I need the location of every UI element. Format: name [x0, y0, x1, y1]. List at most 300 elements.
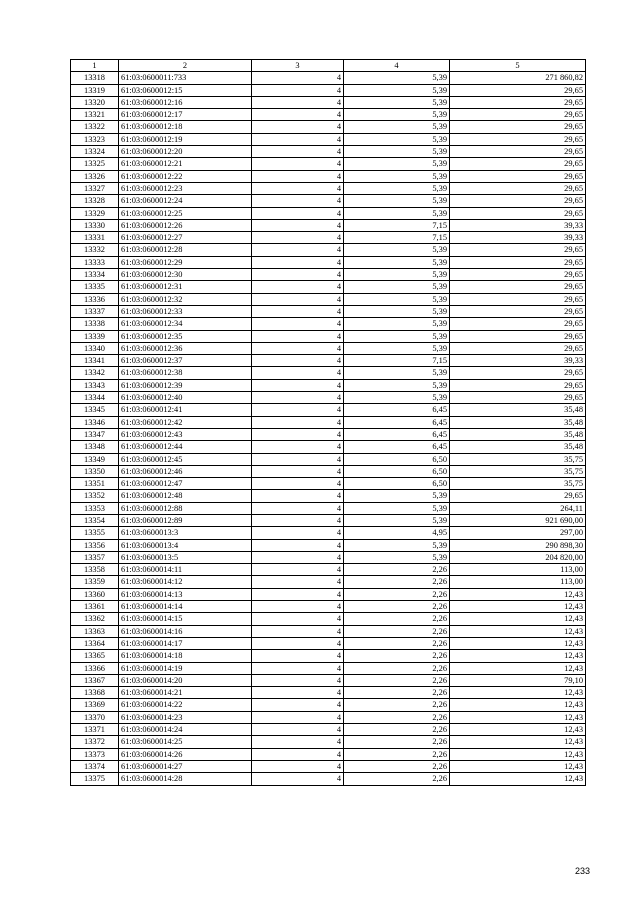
- table-cell-col-2: 61:03:0600012:35: [119, 330, 252, 342]
- table-cell-col-5: 29,65: [450, 133, 586, 145]
- table-cell-col-1: 13335: [71, 281, 119, 293]
- table-row: [71, 564, 586, 576]
- table-row: [71, 539, 586, 551]
- table-cell-col-5: 12,43: [450, 711, 586, 723]
- table-cell-col-3: 4: [252, 207, 344, 219]
- table-cell-col-5: 12,43: [450, 773, 586, 785]
- table-row: [71, 342, 586, 354]
- table-cell-col-4: 5,39: [344, 96, 450, 108]
- table-cell-col-4: 5,39: [344, 158, 450, 170]
- table-cell-col-1: 13337: [71, 305, 119, 317]
- table-row: [71, 613, 586, 625]
- table-cell-col-2: 61:03:0600014:12: [119, 576, 252, 588]
- table-cell-col-2: 61:03:0600013:4: [119, 539, 252, 551]
- table-cell-col-3: 4: [252, 637, 344, 649]
- table-cell-col-2: 61:03:0600012:88: [119, 502, 252, 514]
- table-cell-col-1: 13364: [71, 637, 119, 649]
- table-row: [71, 650, 586, 662]
- table-cell-col-5: 12,43: [450, 601, 586, 613]
- table-row: [71, 207, 586, 219]
- table-cell-col-1: 13368: [71, 687, 119, 699]
- table-cell-col-4: 2,26: [344, 760, 450, 772]
- table-cell-col-2: 61:03:0600014:14: [119, 601, 252, 613]
- table-row: [71, 109, 586, 121]
- table-row: [71, 404, 586, 416]
- table-row: [71, 219, 586, 231]
- table-cell-col-4: 2,26: [344, 588, 450, 600]
- table-cell-col-4: 2,26: [344, 576, 450, 588]
- table-cell-col-2: 61:03:0600014:16: [119, 625, 252, 637]
- table-cell-col-2: 61:03:0600012:40: [119, 392, 252, 404]
- table-cell-col-3: 4: [252, 330, 344, 342]
- table-cell-col-2: 61:03:0600012:16: [119, 96, 252, 108]
- table-cell-col-3: 4: [252, 478, 344, 490]
- table-cell-col-4: 5,39: [344, 379, 450, 391]
- table-cell-col-2: 61:03:0600014:23: [119, 711, 252, 723]
- table-cell-col-2: 61:03:0600014:18: [119, 650, 252, 662]
- table-cell-col-1: 13358: [71, 564, 119, 576]
- table-cell-col-2: 61:03:0600012:19: [119, 133, 252, 145]
- table-row: [71, 305, 586, 317]
- table-cell-col-1: 13365: [71, 650, 119, 662]
- table-cell-col-3: 4: [252, 195, 344, 207]
- table-cell-col-1: 13367: [71, 674, 119, 686]
- table-cell-col-5: 29,65: [450, 281, 586, 293]
- table-row: [71, 465, 586, 477]
- table-cell-col-4: 5,39: [344, 367, 450, 379]
- table-cell-col-1: 13353: [71, 502, 119, 514]
- table-cell-col-1: 13332: [71, 244, 119, 256]
- table-cell-col-3: 4: [252, 355, 344, 367]
- table-row: [71, 773, 586, 785]
- table-cell-col-2: 61:03:0600011:733: [119, 72, 252, 84]
- table-cell-col-5: 12,43: [450, 650, 586, 662]
- table-cell-col-1: 13328: [71, 195, 119, 207]
- table-cell-col-1: 13326: [71, 170, 119, 182]
- table-cell-col-1: 13374: [71, 760, 119, 772]
- table-cell-col-4: 5,39: [344, 121, 450, 133]
- table-cell-col-4: 7,15: [344, 355, 450, 367]
- table-cell-col-1: 13355: [71, 527, 119, 539]
- table-cell-col-4: 5,39: [344, 109, 450, 121]
- table-row: [71, 527, 586, 539]
- table-row: [71, 478, 586, 490]
- table-row: [71, 318, 586, 330]
- table-cell-col-3: 4: [252, 453, 344, 465]
- table-cell-col-5: 39,33: [450, 355, 586, 367]
- table-cell-col-2: 61:03:0600012:89: [119, 514, 252, 526]
- table-cell-col-3: 4: [252, 736, 344, 748]
- column-header-3: 3: [252, 60, 344, 72]
- table-cell-col-1: 13366: [71, 662, 119, 674]
- table-cell-col-2: 61:03:0600014:13: [119, 588, 252, 600]
- table-cell-col-3: 4: [252, 650, 344, 662]
- table-cell-col-1: 13329: [71, 207, 119, 219]
- column-header-1: 1: [71, 60, 119, 72]
- table-cell-col-2: 61:03:0600012:43: [119, 428, 252, 440]
- table-row: [71, 551, 586, 563]
- table-cell-col-2: 61:03:0600012:32: [119, 293, 252, 305]
- table-row: [71, 637, 586, 649]
- table-row: [71, 674, 586, 686]
- table-cell-col-2: 61:03:0600012:25: [119, 207, 252, 219]
- table-cell-col-1: 13333: [71, 256, 119, 268]
- table-cell-col-1: 13346: [71, 416, 119, 428]
- table-cell-col-2: 61:03:0600012:36: [119, 342, 252, 354]
- table-row: [71, 170, 586, 182]
- table-cell-col-4: 5,39: [344, 133, 450, 145]
- table-cell-col-1: 13339: [71, 330, 119, 342]
- table-cell-col-3: 4: [252, 109, 344, 121]
- table-cell-col-4: 2,26: [344, 773, 450, 785]
- table-cell-col-3: 4: [252, 711, 344, 723]
- table-row: [71, 158, 586, 170]
- table-cell-col-4: 6,50: [344, 478, 450, 490]
- table-cell-col-2: 61:03:0600012:27: [119, 232, 252, 244]
- table-cell-col-5: 12,43: [450, 736, 586, 748]
- table-cell-col-5: 29,65: [450, 490, 586, 502]
- table-cell-col-5: 921 690,00: [450, 514, 586, 526]
- table-cell-col-3: 4: [252, 576, 344, 588]
- table-body: [71, 72, 586, 785]
- table-cell-col-5: 12,43: [450, 625, 586, 637]
- table-cell-col-4: 2,26: [344, 625, 450, 637]
- table-cell-col-5: 35,48: [450, 428, 586, 440]
- table-cell-col-5: 264,11: [450, 502, 586, 514]
- table-row: [71, 355, 586, 367]
- table-cell-col-2: 61:03:0600012:34: [119, 318, 252, 330]
- table-cell-col-1: 13341: [71, 355, 119, 367]
- table-cell-col-3: 4: [252, 588, 344, 600]
- table-cell-col-4: 5,39: [344, 195, 450, 207]
- table-cell-col-2: 61:03:0600012:20: [119, 146, 252, 158]
- table-row: [71, 232, 586, 244]
- table-cell-col-3: 4: [252, 514, 344, 526]
- table-cell-col-5: 35,75: [450, 478, 586, 490]
- table-cell-col-5: 29,65: [450, 305, 586, 317]
- table-cell-col-1: 13360: [71, 588, 119, 600]
- table-row: [71, 367, 586, 379]
- table-cell-col-2: 61:03:0600012:18: [119, 121, 252, 133]
- table-row: [71, 601, 586, 613]
- table-row: [71, 724, 586, 736]
- table-cell-col-1: 13319: [71, 84, 119, 96]
- table-cell-col-4: 5,39: [344, 318, 450, 330]
- table-row: [71, 428, 586, 440]
- table-cell-col-4: 5,39: [344, 281, 450, 293]
- table-cell-col-4: 5,39: [344, 490, 450, 502]
- table-row: [71, 96, 586, 108]
- table-cell-col-1: 13322: [71, 121, 119, 133]
- table-cell-col-4: 5,39: [344, 244, 450, 256]
- table-cell-col-5: 39,33: [450, 232, 586, 244]
- table-cell-col-2: 61:03:0600014:21: [119, 687, 252, 699]
- table-cell-col-5: 35,48: [450, 416, 586, 428]
- table-cell-col-2: 61:03:0600014:11: [119, 564, 252, 576]
- table-row: [71, 392, 586, 404]
- table-cell-col-5: 12,43: [450, 588, 586, 600]
- table-cell-col-3: 4: [252, 305, 344, 317]
- table-cell-col-3: 4: [252, 158, 344, 170]
- table-cell-col-4: 5,39: [344, 330, 450, 342]
- table-cell-col-1: 13371: [71, 724, 119, 736]
- table-cell-col-2: 61:03:0600012:47: [119, 478, 252, 490]
- table-cell-col-3: 4: [252, 527, 344, 539]
- table-row: [71, 195, 586, 207]
- table-cell-col-2: 61:03:0600014:22: [119, 699, 252, 711]
- table-cell-col-4: 2,26: [344, 736, 450, 748]
- table-row: [71, 625, 586, 637]
- table-cell-col-5: 12,43: [450, 687, 586, 699]
- table-cell-col-4: 5,39: [344, 551, 450, 563]
- table-cell-col-3: 4: [252, 760, 344, 772]
- table-cell-col-3: 4: [252, 281, 344, 293]
- table-cell-col-5: 29,65: [450, 318, 586, 330]
- table-cell-col-5: 12,43: [450, 748, 586, 760]
- table-cell-col-3: 4: [252, 232, 344, 244]
- table-cell-col-1: 13361: [71, 601, 119, 613]
- table-cell-col-1: 13343: [71, 379, 119, 391]
- table-row: [71, 748, 586, 760]
- table-cell-col-4: 5,39: [344, 256, 450, 268]
- table-cell-col-4: 2,26: [344, 748, 450, 760]
- table-row: [71, 736, 586, 748]
- table-cell-col-2: 61:03:0600012:33: [119, 305, 252, 317]
- table-cell-col-3: 4: [252, 490, 344, 502]
- table-cell-col-3: 4: [252, 687, 344, 699]
- table-cell-col-2: 61:03:0600012:42: [119, 416, 252, 428]
- table-row: [71, 256, 586, 268]
- page-number: 233: [574, 866, 590, 876]
- table-cell-col-3: 4: [252, 601, 344, 613]
- table-cell-col-4: 2,26: [344, 674, 450, 686]
- table-row: [71, 416, 586, 428]
- table-cell-col-5: 29,65: [450, 367, 586, 379]
- table-cell-col-5: 29,65: [450, 121, 586, 133]
- table-cell-col-5: 29,65: [450, 158, 586, 170]
- table-cell-col-2: 61:03:0600012:48: [119, 490, 252, 502]
- table-cell-col-3: 4: [252, 428, 344, 440]
- table-cell-col-5: 12,43: [450, 662, 586, 674]
- table-cell-col-5: 35,48: [450, 404, 586, 416]
- table-cell-col-1: 13375: [71, 773, 119, 785]
- table-row: [71, 760, 586, 772]
- table-cell-col-3: 4: [252, 293, 344, 305]
- table-row: [71, 269, 586, 281]
- table-cell-col-2: 61:03:0600012:15: [119, 84, 252, 96]
- table-cell-col-2: 61:03:0600012:22: [119, 170, 252, 182]
- table-cell-col-2: 61:03:0600012:29: [119, 256, 252, 268]
- table-cell-col-5: 29,65: [450, 342, 586, 354]
- table-cell-col-1: 13347: [71, 428, 119, 440]
- table-row: [71, 441, 586, 453]
- table-cell-col-2: 61:03:0600012:23: [119, 182, 252, 194]
- table-cell-col-2: 61:03:0600013:3: [119, 527, 252, 539]
- table-cell-col-2: 61:03:0600012:41: [119, 404, 252, 416]
- table-cell-col-4: 2,26: [344, 699, 450, 711]
- table-cell-col-1: 13372: [71, 736, 119, 748]
- table-cell-col-3: 4: [252, 674, 344, 686]
- table-cell-col-3: 4: [252, 539, 344, 551]
- table-cell-col-3: 4: [252, 613, 344, 625]
- table-cell-col-4: 5,39: [344, 305, 450, 317]
- table-cell-col-4: 5,39: [344, 269, 450, 281]
- table-row: [71, 244, 586, 256]
- table-cell-col-4: 5,39: [344, 170, 450, 182]
- table-cell-col-5: 29,65: [450, 269, 586, 281]
- table-cell-col-4: 5,39: [344, 514, 450, 526]
- table-cell-col-2: 61:03:0600012:45: [119, 453, 252, 465]
- table-cell-col-4: 2,26: [344, 613, 450, 625]
- table-cell-col-5: 290 898,30: [450, 539, 586, 551]
- table-cell-col-3: 4: [252, 416, 344, 428]
- table-cell-col-3: 4: [252, 441, 344, 453]
- table-cell-col-1: 13345: [71, 404, 119, 416]
- table-cell-col-5: 29,65: [450, 244, 586, 256]
- table-cell-col-1: 13352: [71, 490, 119, 502]
- registry-table: [70, 59, 586, 786]
- table-cell-col-1: 13336: [71, 293, 119, 305]
- table-cell-col-4: 6,45: [344, 441, 450, 453]
- table-cell-col-3: 4: [252, 773, 344, 785]
- table-cell-col-1: 13354: [71, 514, 119, 526]
- table-cell-col-4: 6,45: [344, 404, 450, 416]
- column-header-2: 2: [119, 60, 252, 72]
- table-row: [71, 293, 586, 305]
- table-row: [71, 182, 586, 194]
- table-cell-col-4: 7,15: [344, 219, 450, 231]
- table-cell-col-4: 2,26: [344, 687, 450, 699]
- table-cell-col-5: 29,65: [450, 330, 586, 342]
- table-cell-col-5: 29,65: [450, 146, 586, 158]
- table-cell-col-2: 61:03:0600012:31: [119, 281, 252, 293]
- table-cell-col-1: 13349: [71, 453, 119, 465]
- table-cell-col-2: 61:03:0600012:44: [119, 441, 252, 453]
- table-cell-col-5: 29,65: [450, 109, 586, 121]
- table-cell-col-5: 113,00: [450, 564, 586, 576]
- table-cell-col-2: 61:03:0600014:27: [119, 760, 252, 772]
- table-row: [71, 146, 586, 158]
- table-cell-col-5: 29,65: [450, 182, 586, 194]
- table-cell-col-3: 4: [252, 392, 344, 404]
- table-cell-col-1: 13351: [71, 478, 119, 490]
- table-cell-col-3: 4: [252, 625, 344, 637]
- table-cell-col-4: 5,39: [344, 207, 450, 219]
- table-cell-col-2: 61:03:0600012:46: [119, 465, 252, 477]
- table-cell-col-3: 4: [252, 170, 344, 182]
- table-cell-col-3: 4: [252, 699, 344, 711]
- table-cell-col-3: 4: [252, 219, 344, 231]
- table-cell-col-1: 13321: [71, 109, 119, 121]
- table-cell-col-3: 4: [252, 564, 344, 576]
- table-cell-col-1: 13340: [71, 342, 119, 354]
- table-cell-col-2: 61:03:0600012:39: [119, 379, 252, 391]
- table-row: [71, 502, 586, 514]
- table-cell-col-4: 2,26: [344, 650, 450, 662]
- table-cell-col-1: 13330: [71, 219, 119, 231]
- table-cell-col-4: 2,26: [344, 711, 450, 723]
- table-cell-col-1: 13324: [71, 146, 119, 158]
- table-cell-col-3: 4: [252, 318, 344, 330]
- table-cell-col-1: 13363: [71, 625, 119, 637]
- table-cell-col-5: 35,75: [450, 465, 586, 477]
- table-cell-col-1: 13362: [71, 613, 119, 625]
- table-cell-col-1: 13348: [71, 441, 119, 453]
- table-cell-col-5: 29,65: [450, 84, 586, 96]
- table-cell-col-2: 61:03:0600014:19: [119, 662, 252, 674]
- table-row: [71, 84, 586, 96]
- table-row: [71, 588, 586, 600]
- table-cell-col-2: 61:03:0600014:17: [119, 637, 252, 649]
- table-cell-col-5: 297,00: [450, 527, 586, 539]
- table-cell-col-3: 4: [252, 379, 344, 391]
- table-cell-col-1: 13325: [71, 158, 119, 170]
- table-cell-col-3: 4: [252, 404, 344, 416]
- table-cell-col-2: 61:03:0600012:37: [119, 355, 252, 367]
- table-cell-col-3: 4: [252, 551, 344, 563]
- table-row: [71, 711, 586, 723]
- table-row: [71, 490, 586, 502]
- table-cell-col-3: 4: [252, 342, 344, 354]
- table-row: [71, 281, 586, 293]
- table-cell-col-5: 12,43: [450, 613, 586, 625]
- table-cell-col-1: 13373: [71, 748, 119, 760]
- table-row: [71, 379, 586, 391]
- table-cell-col-3: 4: [252, 465, 344, 477]
- table-cell-col-5: 12,43: [450, 724, 586, 736]
- table-cell-col-4: 2,26: [344, 564, 450, 576]
- table-cell-col-1: 13342: [71, 367, 119, 379]
- table-cell-col-5: 29,65: [450, 392, 586, 404]
- table-cell-col-4: 5,39: [344, 182, 450, 194]
- table-cell-col-5: 29,65: [450, 379, 586, 391]
- table-row: [71, 687, 586, 699]
- table-cell-col-5: 29,65: [450, 170, 586, 182]
- table-cell-col-2: 61:03:0600012:26: [119, 219, 252, 231]
- table-cell-col-3: 4: [252, 748, 344, 760]
- table-cell-col-2: 61:03:0600014:24: [119, 724, 252, 736]
- table-cell-col-3: 4: [252, 269, 344, 281]
- table-cell-col-1: 13369: [71, 699, 119, 711]
- table-cell-col-1: 13344: [71, 392, 119, 404]
- table-row: [71, 576, 586, 588]
- table-cell-col-5: 79,10: [450, 674, 586, 686]
- table-cell-col-1: 13359: [71, 576, 119, 588]
- table-cell-col-5: 12,43: [450, 637, 586, 649]
- table-cell-col-2: 61:03:0600012:24: [119, 195, 252, 207]
- table-cell-col-1: 13357: [71, 551, 119, 563]
- table-cell-col-2: 61:03:0600013:5: [119, 551, 252, 563]
- table-cell-col-1: 13334: [71, 269, 119, 281]
- table-cell-col-5: 29,65: [450, 96, 586, 108]
- table-cell-col-3: 4: [252, 96, 344, 108]
- table-cell-col-4: 5,39: [344, 84, 450, 96]
- table-cell-col-4: 5,39: [344, 146, 450, 158]
- table-cell-col-5: 29,65: [450, 195, 586, 207]
- table-cell-col-2: 61:03:0600014:15: [119, 613, 252, 625]
- table-cell-col-1: 13327: [71, 182, 119, 194]
- table-cell-col-3: 4: [252, 133, 344, 145]
- table-cell-col-3: 4: [252, 662, 344, 674]
- table-row: [71, 121, 586, 133]
- table-row: [71, 72, 586, 84]
- table-cell-col-4: 5,39: [344, 539, 450, 551]
- table-cell-col-4: 2,26: [344, 662, 450, 674]
- column-header-4: 4: [344, 60, 450, 72]
- table-cell-col-1: 13318: [71, 72, 119, 84]
- table-cell-col-5: 29,65: [450, 293, 586, 305]
- table-cell-col-3: 4: [252, 182, 344, 194]
